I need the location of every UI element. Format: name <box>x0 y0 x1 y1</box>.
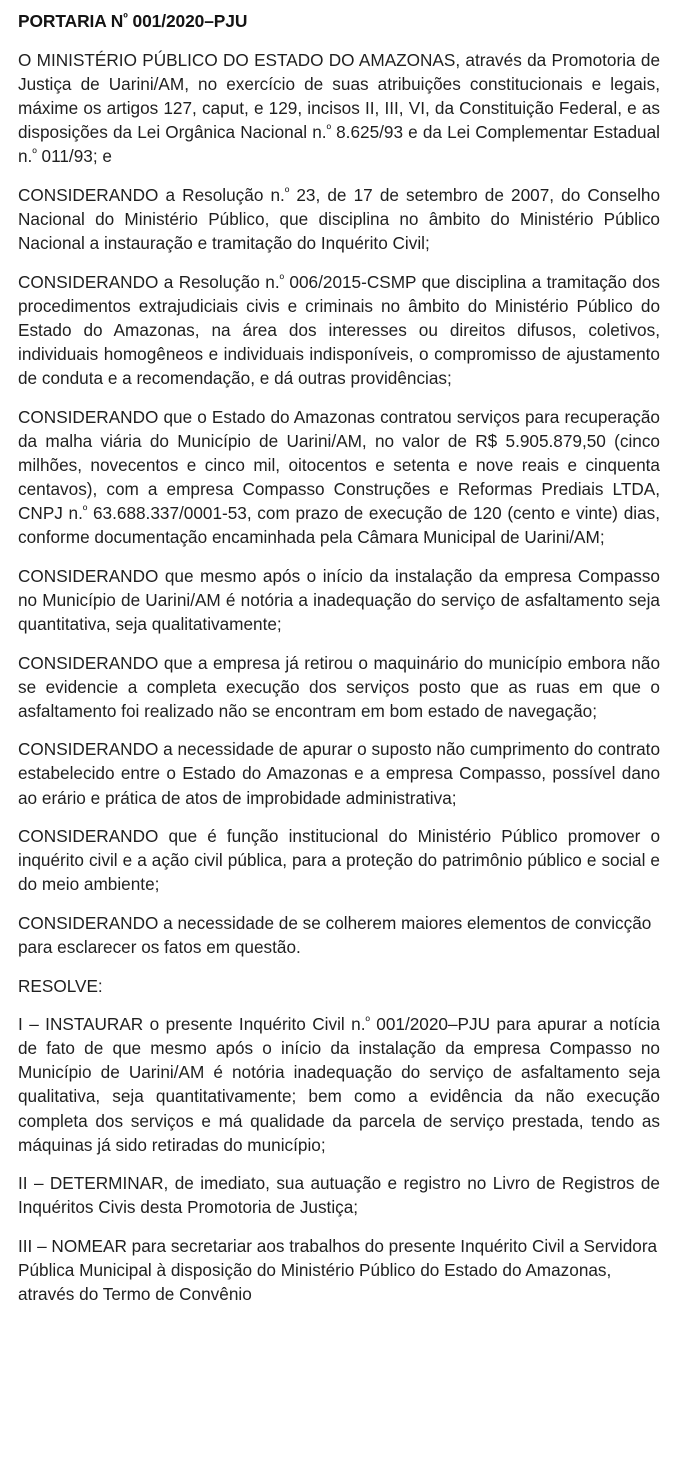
preamble-text-3: 011/93; e <box>36 146 112 167</box>
considerando-paragraph <box>18 405 660 550</box>
considerando-paragraph: CONSIDERANDO a necessidade de apurar o suposto não cumprimento do contrato estabelecido entre o Estado do Amazonas e a empresa Compasso, possível dano ao erário e prática de atos de improbidade administrativa; <box>18 739 660 808</box>
considerando-text-2: 006/2015-CSMP que disciplina a tramitação dos procedimentos extrajudiciais civis e criminais no âmbito do Ministério Público do Estado do Amazonas, na área dos interesses ou direitos difusos, coletivos, individuais homogêneos e individuais indisponíveis, o compromisso de ajustamento de conduta e a recomendação, e dá outras providências; <box>18 271 660 389</box>
page-title-prefix: PORTARIA N <box>18 11 124 31</box>
preamble-text-1: O MINISTÉRIO PÚBLICO DO ESTADO DO AMAZONAS, através da Promotoria de Justiça de Uarini/AM, no exercício de suas atribuições constitucionais e legais, máxime os artigos 127, caput, e 129, incisos II, III, VI, da Constituição Federal, e as disposições da Lei Orgânica Nacional n. <box>18 50 660 143</box>
ordinal-indicator-icon: º <box>123 10 128 25</box>
considerando-text-1: CONSIDERANDO que o Estado do Amazonas contratou serviços para recuperação da malha viária do Município de Uarini/AM, no valor de R$ 5.905.879,50 (cinco milhões, novecentos e cinco mil, oitocentos e setenta e nove reais e cinquenta centavos), com a empresa Compasso Construções e Reformas Prediais LTDA, CNPJ n. <box>18 406 660 524</box>
considerando-paragraph: CONSIDERANDO que é função institucional do Ministério Público promover o inquérito civil e a ação civil pública, para a proteção do patrimônio público e social e do meio ambiente; <box>18 826 660 895</box>
ordinal-indicator-icon: º <box>326 122 331 137</box>
considerando-text-1: CONSIDERANDO a Resolução n. <box>18 271 280 292</box>
considerando-paragraph: CONSIDERANDO que mesmo após o início da instalação da empresa Compasso no Município de Uarini/AM é notória a inadequação do serviço de asfaltamento seja quantitativa, seja qualitativamente; <box>18 565 660 634</box>
resolve-heading: RESOLVE: <box>18 975 103 996</box>
ordinal-indicator-icon: º <box>284 184 290 199</box>
considerando-text-2: 63.688.337/0001-53, com prazo de execução de 120 (cento e vinte) dias, conforme documentação encaminhada pela Câmara Municipal de Uarini/AM; <box>18 503 660 548</box>
resolution-item: III – NOMEAR para secretariar aos trabalhos do presente Inquérito Civil a Servidora Pública Municipal à disposição do Ministério Público do Estado do Amazonas, através do Termo de Convênio <box>18 1235 658 1305</box>
considerando-paragraph: CONSIDERANDO a necessidade de se colherem maiores elementos de convicção para esclarecer os fatos em questão. <box>18 912 652 957</box>
ordinal-indicator-icon: º <box>279 271 285 286</box>
resolution-item: II – DETERMINAR, de imediato, sua autuação e registro no Livro de Registros de Inquéritos Civis desta Promotoria de Justiça; <box>18 1173 660 1218</box>
preamble-text-2: 8.625/93 e da Lei Complementar Estadual n. <box>18 122 660 167</box>
considerando-text-1: CONSIDERANDO a Resolução n. <box>18 184 285 205</box>
ordinal-indicator-icon: º <box>365 1014 370 1029</box>
page-title-suffix: 001/2020–PJU <box>127 11 248 31</box>
ordinal-indicator-icon: º <box>82 503 88 518</box>
considerando-paragraph: CONSIDERANDO que a empresa já retirou o maquinário do município embora não se evidencie a completa execução dos serviços posto que as ruas em que o asfaltamento foi realizado não se encontram em bom estado de navegação; <box>18 652 660 721</box>
resolution-item-text-1: I – INSTAURAR o presente Inquérito Civil n. <box>18 1014 366 1035</box>
considerando-paragraph <box>18 183 660 255</box>
considerando-text-2: 23, de 17 de setembro de 2007, do Conselho Nacional do Ministério Público, que disciplina no âmbito do Ministério Público Nacional a instauração e tramitação do Inquérito Civil; <box>18 184 661 254</box>
page-title <box>18 10 660 32</box>
preamble-paragraph <box>18 48 660 168</box>
resolution-item-text-2: 001/2020–PJU para apurar a notícia de fato de que mesmo após o início da instalação da empresa Compasso no Município de Uarini/AM é notória inadequação do serviço de asfaltamento seja qualitativa, seja quantitativamente; bem como a evidência da não execução completa dos serviços e má qualidade da parcela de serviço prestada, tendo as máquinas já sido retiradas do município; <box>18 1014 660 1155</box>
resolution-item <box>18 1012 660 1157</box>
considerando-paragraph <box>18 270 660 390</box>
ordinal-indicator-icon: º <box>32 146 37 161</box>
